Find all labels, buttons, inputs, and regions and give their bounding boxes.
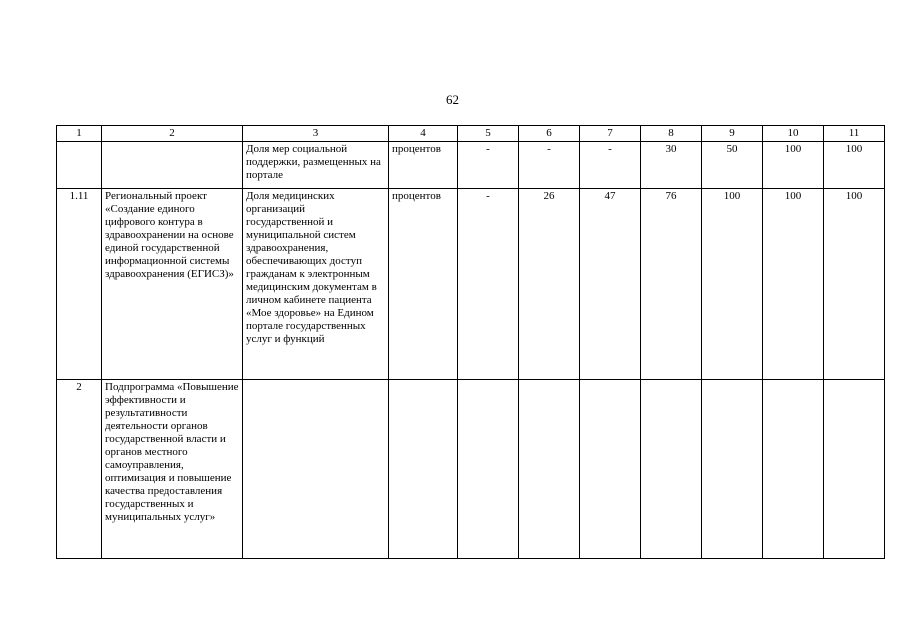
row-indicator bbox=[243, 380, 389, 559]
row-value bbox=[763, 380, 824, 559]
row-value bbox=[458, 380, 519, 559]
row-value: 50 bbox=[702, 142, 763, 189]
indicators-table bbox=[56, 125, 885, 559]
row-value: 47 bbox=[580, 189, 641, 380]
row-number bbox=[57, 142, 102, 189]
row-value: 100 bbox=[702, 189, 763, 380]
page-number: 62 bbox=[446, 92, 459, 107]
row-indicator: Доля мер социальной поддержки, размещенных на портале bbox=[243, 142, 389, 189]
row-value bbox=[641, 380, 702, 559]
column-number-header: 2 bbox=[102, 126, 243, 142]
column-number-header: 7 bbox=[580, 126, 641, 142]
row-name: Региональный проект «Создание единого цифрового контура в здравоохранении на основе единой государственной информационной системы здравоохранения (ЕГИСЗ)» bbox=[102, 189, 243, 380]
row-unit: процентов bbox=[389, 189, 458, 380]
column-number-header: 8 bbox=[641, 126, 702, 142]
row-value: 100 bbox=[824, 142, 885, 189]
row-unit bbox=[389, 380, 458, 559]
row-value bbox=[824, 380, 885, 559]
row-value: 100 bbox=[763, 189, 824, 380]
row-value: 76 bbox=[641, 189, 702, 380]
column-number-header: 11 bbox=[824, 126, 885, 142]
row-value: - bbox=[580, 142, 641, 189]
row-value: 100 bbox=[824, 189, 885, 380]
table-row bbox=[57, 189, 885, 380]
table-header-row bbox=[57, 126, 885, 142]
column-number-header: 4 bbox=[389, 126, 458, 142]
column-number-header: 10 bbox=[763, 126, 824, 142]
row-value bbox=[702, 380, 763, 559]
row-indicator: Доля медицинских организаций государственной и муниципальной систем здравоохранения, обеспечивающих доступ гражданам к электронным медицинским документам в личном кабинете пациента «Мое здоровье» на Едином портале государственных услуг и функций bbox=[243, 189, 389, 380]
row-value bbox=[519, 380, 580, 559]
row-value: - bbox=[519, 142, 580, 189]
row-value: 26 bbox=[519, 189, 580, 380]
row-number: 2 bbox=[57, 380, 102, 559]
row-number: 1.11 bbox=[57, 189, 102, 380]
row-value: 100 bbox=[763, 142, 824, 189]
column-number-header: 6 bbox=[519, 126, 580, 142]
row-value: - bbox=[458, 142, 519, 189]
row-value: 30 bbox=[641, 142, 702, 189]
row-unit: процентов bbox=[389, 142, 458, 189]
column-number-header: 9 bbox=[702, 126, 763, 142]
row-name: Подпрограмма «Повышение эффективности и результативности деятельности органов государственной власти и органов местного самоуправления, оптимизация и повышение качества предоставления государственных и муниципальных услуг» bbox=[102, 380, 243, 559]
column-number-header: 3 bbox=[243, 126, 389, 142]
table-row bbox=[57, 142, 885, 189]
column-number-header: 5 bbox=[458, 126, 519, 142]
row-name bbox=[102, 142, 243, 189]
row-value bbox=[580, 380, 641, 559]
table-row bbox=[57, 380, 885, 559]
row-value: - bbox=[458, 189, 519, 380]
column-number-header: 1 bbox=[57, 126, 102, 142]
